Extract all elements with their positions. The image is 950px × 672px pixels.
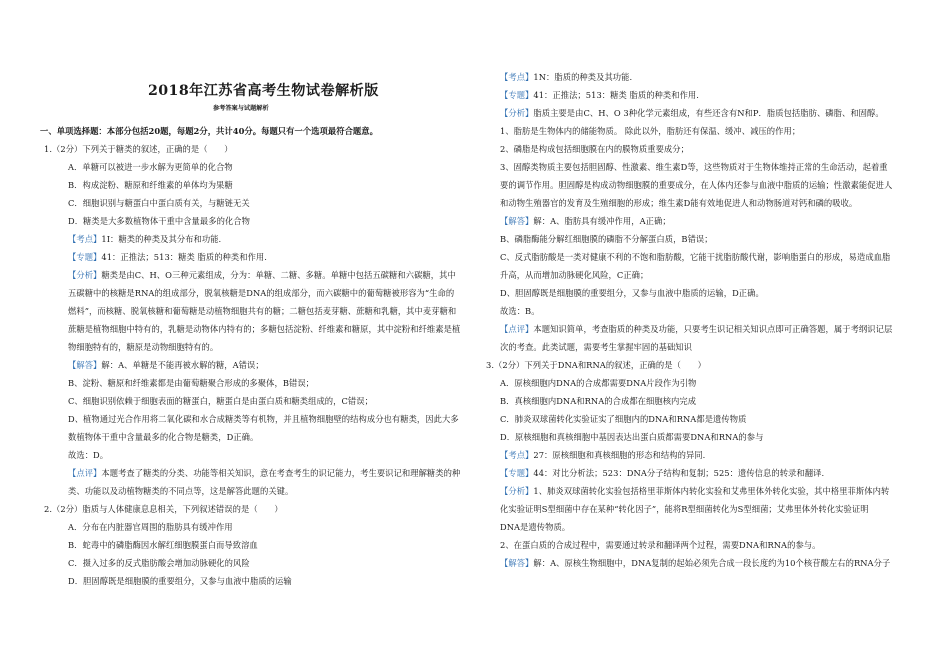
left-column-line	[68, 270, 456, 281]
right-column-line	[500, 342, 692, 353]
section-tag: 【专题】	[68, 252, 102, 262]
line-text: 化实验证明S型细菌中存在某种“转化因子”，能将R型细菌转化为S型细菌；艾弗里体外转化实验证明	[500, 504, 869, 514]
line-text: D．糖类是大多数植物体干重中含量最多的化合物	[68, 216, 250, 226]
line-text: D、胆固醇既是细胞膜的重要组分，又参与血液中脂质的运输，D正确。	[500, 288, 764, 298]
line-text: D、植物通过光合作用将二氧化碳和水合成糖类等有机物，并且植物细胞壁的结构成分也有糖类，因此大多	[68, 414, 459, 424]
right-column-line	[500, 288, 764, 299]
line-text: C．肺炎双球菌转化实验证实了细胞内的DNA和RNA都是遗传物质	[500, 414, 747, 424]
line-text: 故选：B。	[500, 306, 540, 316]
document-subtitle: 参考答案与试题解析	[213, 105, 269, 112]
line-text: B、磷脂酶能分解红细胞膜的磷脂不分解蛋白质，B错误；	[500, 234, 713, 244]
left-column-line	[68, 558, 250, 569]
left-column-line	[68, 396, 373, 407]
line-text: A．分布在内脏器官周围的脂肪具有缓冲作用	[68, 522, 233, 532]
line-text: 1、肺炎双球菌转化实验包括格里菲斯体内转化实验和艾弗里体外转化实验，其中格里菲斯体内转	[533, 486, 890, 496]
section-tag: 【解答】	[68, 360, 102, 370]
right-column-line	[500, 72, 632, 83]
right-column-line	[500, 558, 890, 569]
line-text: B．蛇毒中的磷脂酶因水解红细胞膜蛋白而导致溶血	[68, 540, 258, 550]
right-column-line	[500, 180, 892, 191]
line-text: A．单糖可以被进一步水解为更简单的化合物	[68, 162, 233, 172]
section-tag: 【考点】	[68, 234, 102, 244]
right-column-line	[500, 144, 689, 155]
right-column-line	[500, 216, 671, 227]
left-column-line	[68, 414, 459, 425]
line-text: 数植物体干重中含量最多的化合物是糖类，D正确。	[68, 432, 259, 442]
line-text: D．原核细胞和真核细胞中基因表达出蛋白质都需要DNA和RNA的参与	[500, 432, 764, 442]
left-column-line	[68, 432, 258, 443]
line-text: 27：原核细胞和真核细胞的形态和结构的异同.	[533, 450, 706, 460]
line-text: 41：正推法；513：糖类 脂质的种类和作用.	[101, 252, 267, 262]
line-text: 次的考查。此类试题，需要考生掌握牢固的基础知识	[500, 342, 692, 352]
line-text: 1N：脂质的种类及其功能.	[533, 72, 633, 82]
right-column-line	[500, 108, 884, 119]
line-text: 41：正推法；513：糖类 脂质的种类和作用.	[533, 90, 699, 100]
line-text: 本题考查了糖类的分类、功能等相关知识，意在考查考生的识记能力，考生要识记和理解糖类的种	[101, 468, 461, 478]
line-text: 升高，从而增加动脉硬化风险，C正确；	[500, 270, 649, 280]
line-text: 物细胞特有的，糖原是动物细胞特有的。	[68, 342, 219, 352]
line-text: 一、单项选择题：本部分包括20题，每题2分，共计40分。每题只有一个选项最符合题意。	[40, 126, 378, 136]
right-column-line	[500, 378, 696, 389]
line-text: D．胆固醇既是细胞膜的重要组分，又参与血液中脂质的运输	[68, 576, 292, 586]
line-text: B．构成淀粉、糖原和纤维素的单体均为果糖	[68, 180, 233, 190]
line-text: 1I：糖类的种类及其分布和功能.	[101, 234, 222, 244]
line-text: 五碳糖中的核糖是RNA的组成部分，脱氧核糖是DNA的组成部分，而六碳糖中的葡萄糖被形容为“生命的	[68, 288, 455, 298]
line-text: 蔗糖是植物细胞中特有的，乳糖是动物体内特有的；多糖包括淀粉、纤维素和糖原，其中淀粉和纤维素是植	[68, 324, 461, 334]
section-tag: 【考点】	[500, 72, 534, 82]
right-column-line	[500, 198, 857, 209]
right-column-line	[500, 450, 705, 461]
line-text: 要的调节作用。胆固醇是构成动物细胞膜的重要成分，在人体内还参与血液中脂质的运输；性激素能促进人	[500, 180, 893, 190]
right-column-line	[500, 468, 824, 479]
section-tag: 【分析】	[500, 108, 534, 118]
section-tag: 【解答】	[500, 216, 534, 226]
line-text: 和动物生殖器官的发育及生殖细胞的形成；维生素D能有效地促进人和动物肠道对钙和磷的吸收。	[500, 198, 858, 208]
right-column-line	[500, 432, 763, 443]
right-column-line	[500, 90, 699, 101]
left-column-line	[68, 324, 460, 335]
line-text: C．摄入过多的反式脂肪酸会增加动脉硬化的风险	[68, 558, 250, 568]
right-column-line	[500, 126, 800, 137]
right-column-line	[500, 504, 869, 515]
section-tag: 【分析】	[500, 486, 534, 496]
section-tag: 【点评】	[500, 324, 534, 334]
left-column-line	[68, 180, 233, 191]
left-column-line	[68, 468, 460, 479]
left-column-line	[68, 198, 250, 209]
right-column-line	[486, 360, 706, 371]
line-text: A．原核细胞内DNA的合成都需要DNA片段作为引物	[500, 378, 697, 388]
left-column-line	[68, 216, 250, 227]
right-column-line	[500, 486, 889, 497]
line-text: 3、固醇类物质主要包括胆固醇、性激素、维生素D等，这些物质对于生物体维持正常的生命活动，起着重	[500, 162, 888, 172]
line-text: B．真核细胞内DNA和RNA的合成都在细胞核内完成	[500, 396, 697, 406]
line-text: 解：A、脂肪具有缓冲作用，A正确；	[533, 216, 671, 226]
line-text: DNA是遗传物质。	[500, 522, 571, 532]
left-column-line	[68, 540, 258, 551]
right-column-line	[500, 234, 713, 245]
line-text: C、反式脂肪酸是一类对健康不利的不饱和脂肪酸，它能干扰脂肪酸代谢，影响脂蛋白的形成，易造成血脂	[500, 252, 891, 262]
line-text: C、细胞识别依赖于细胞表面的糖蛋白，糖蛋白是由蛋白质和糖类组成的，C错误；	[68, 396, 373, 406]
left-column-line	[68, 576, 292, 587]
line-text: 2、磷脂是构成包括细胞膜在内的膜物质重要成分；	[500, 144, 689, 154]
line-text: 本题知识简单，考查脂质的种类及功能，只要考生识记相关知识点即可正确答题，属于考纲识记层	[533, 324, 893, 334]
line-text: 解：A、单糖是不能再被水解的糖，A错误；	[101, 360, 264, 370]
right-column-line	[500, 396, 696, 407]
line-text: 1.（2分）下列关于糖类的叙述，正确的是（ ）	[44, 144, 233, 154]
left-column-line	[68, 162, 233, 173]
left-column-line	[68, 486, 293, 497]
line-text: 故选：D。	[68, 450, 109, 460]
line-text: 解：A、原核生物细胞中，DNA复制的起始必须先合成一段长度约为10个核苷酸左右的RNA分子	[533, 558, 891, 568]
section-tag: 【分析】	[68, 270, 102, 280]
section-tag: 【解答】	[500, 558, 534, 568]
section-tag: 【专题】	[500, 468, 534, 478]
right-column-line	[500, 270, 648, 281]
section-tag: 【考点】	[500, 450, 534, 460]
section-tag: 【点评】	[68, 468, 102, 478]
left-column-line	[68, 450, 108, 461]
line-text: B、淀粉、糖原和纤维素都是由葡萄糖聚合形成的多聚体，B错误；	[68, 378, 315, 388]
right-column-line	[500, 306, 540, 317]
line-text: 2.（2分）脂质与人体健康息息相关，下列叙述错误的是（ ）	[44, 504, 283, 514]
line-text: 44：对比分析法；523：DNA分子结构和复制；525：遗传信息的转录和翻译.	[533, 468, 825, 478]
left-column-line	[40, 126, 378, 137]
line-text: 燃料”，而核糖、脱氧核糖和葡萄糖是动植物细胞共有的糖；二糖包括麦芽糖、蔗糖和乳糖，其中麦芽糖和	[68, 306, 457, 316]
left-column-line	[68, 288, 454, 299]
right-column-line	[500, 414, 746, 425]
right-column-line	[500, 522, 570, 533]
right-column-line	[500, 252, 890, 263]
left-column-line	[68, 522, 233, 533]
document-title: 2018年江苏省高考生物试卷解析版	[148, 83, 379, 99]
left-column-line	[68, 342, 218, 353]
line-text: 糖类是由C、H、O三种元素组成，分为：单糖、二糖、多糖。单糖中包括五碳糖和六碳糖，其中	[101, 270, 456, 280]
line-text: 类、功能以及动植物糖类的不同点等，这是解答此题的关键。	[68, 486, 294, 496]
left-column-line	[68, 306, 456, 317]
line-text: 3.（2分）下列关于DNA和RNA的叙述，正确的是（ ）	[486, 360, 706, 370]
line-text: 1、脂肪是生物体内的储能物质。 除此以外，脂肪还有保温、缓冲、减压的作用；	[500, 126, 801, 136]
left-column-line	[44, 504, 283, 515]
right-column-line	[500, 540, 820, 551]
right-column-line	[500, 324, 892, 335]
line-text: C．细胞识别与糖蛋白中蛋白质有关，与糖链无关	[68, 198, 250, 208]
left-column-line	[44, 144, 233, 155]
left-column-line	[68, 252, 267, 263]
right-column-line	[500, 162, 888, 173]
left-column-line	[68, 360, 264, 371]
line-text: 脂质主要是由C、H、O 3种化学元素组成，有些还含有N和P．脂质包括脂肪、磷脂、和固醇。	[533, 108, 884, 118]
line-text: 2、在蛋白质的合成过程中，需要通过转录和翻译两个过程，需要DNA和RNA的参与。	[500, 540, 821, 550]
left-column-line	[68, 234, 221, 245]
left-column-line	[68, 378, 314, 389]
section-tag: 【专题】	[500, 90, 534, 100]
